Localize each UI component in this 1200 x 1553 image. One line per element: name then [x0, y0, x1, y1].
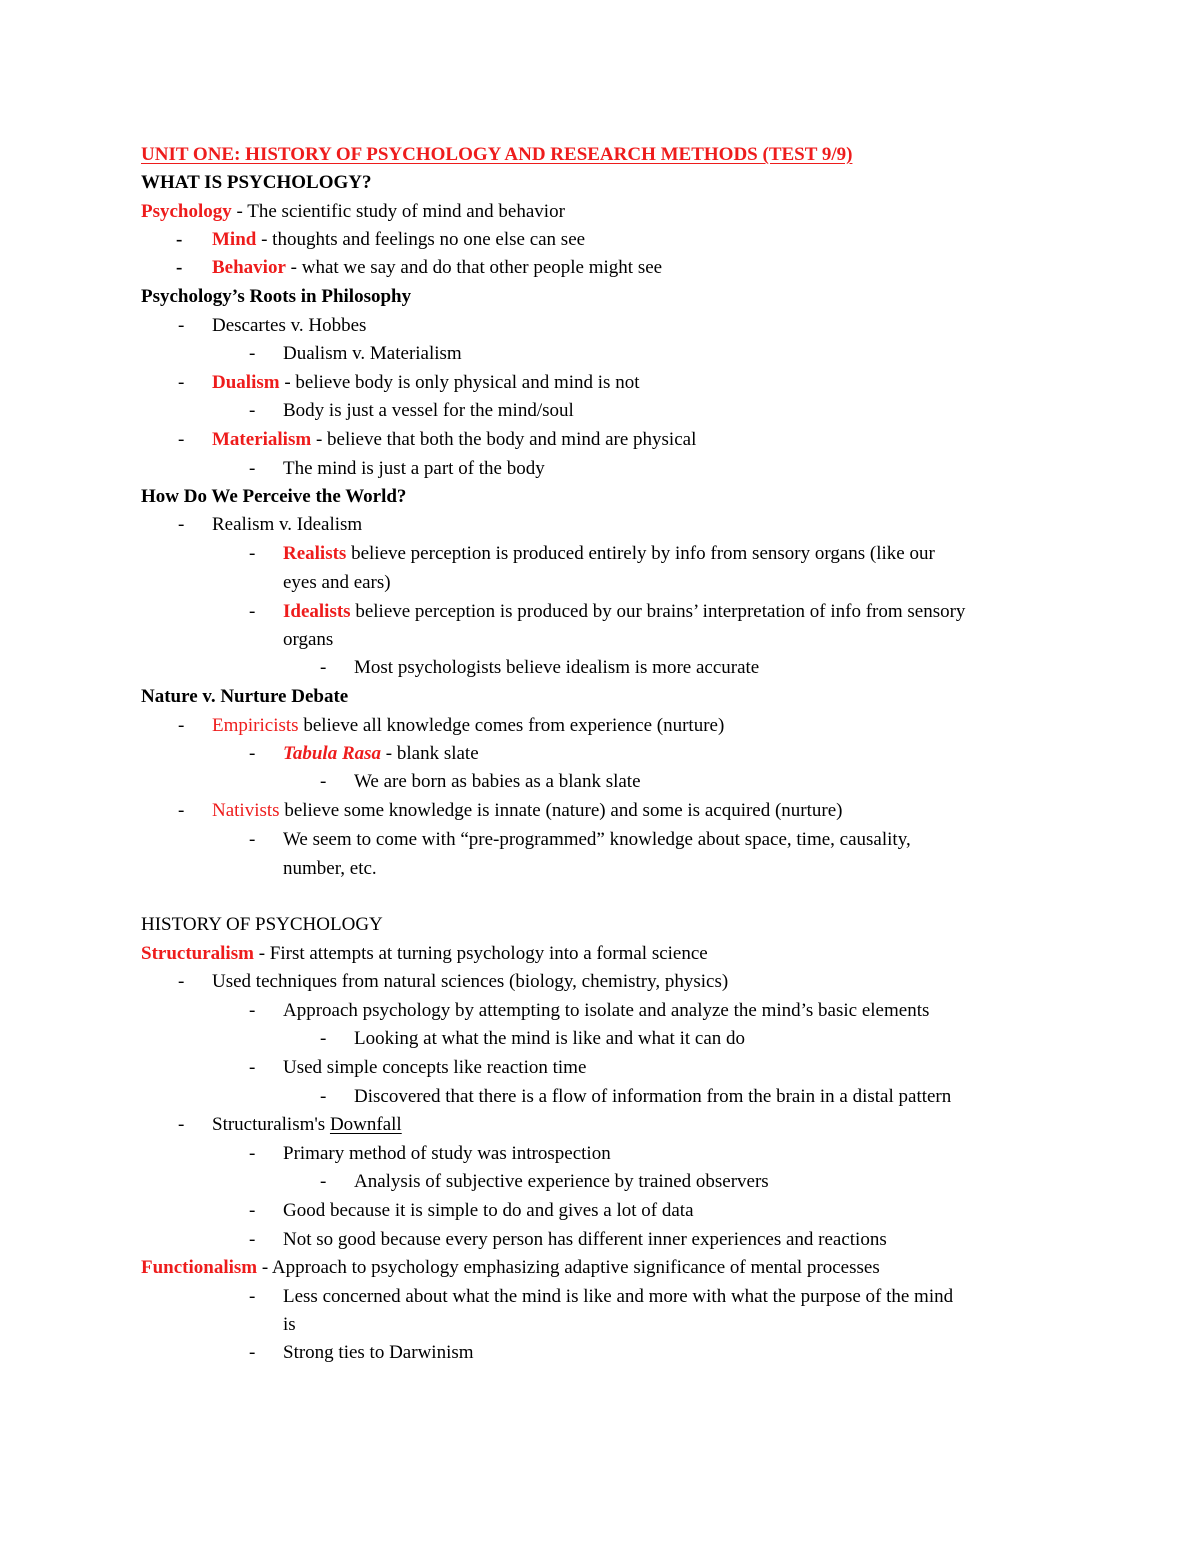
list-item-continuation: eyes and ears) [283, 572, 391, 593]
term-nativists: Nativists [212, 800, 280, 821]
def-empiricists: believe all knowledge comes from experience (nurture) [298, 715, 725, 736]
bullet-dash: - [320, 1028, 327, 1049]
list-item: Analysis of subjective experience by trained observers [354, 1171, 769, 1192]
list-item: Not so good because every person has different inner experiences and reactions [283, 1229, 887, 1250]
term-mind: Mind [212, 229, 257, 250]
definition-psychology [141, 200, 565, 224]
list-item-downfall [212, 1113, 402, 1137]
list-item: Used techniques from natural sciences (biology, chemistry, physics) [212, 971, 729, 992]
definition-behavior [212, 256, 662, 280]
bullet-dash: - [249, 1286, 256, 1307]
bullet-dash: - [249, 1057, 256, 1078]
term-realists: Realists [283, 543, 347, 564]
bullet-dash: - [178, 372, 185, 393]
def-dualism: - believe body is only physical and mind is not [279, 372, 640, 393]
definition-tabula-rasa [283, 742, 479, 766]
bullet-dash: - [249, 601, 256, 622]
term-functionalism: Functionalism [141, 1257, 258, 1278]
def-mind: - thoughts and feelings no one else can see [256, 229, 586, 250]
bullet-dash: - [249, 743, 256, 764]
def-materialism: - believe that both the body and mind are physical [311, 429, 697, 450]
term-tabula-rasa: Tabula Rasa [283, 743, 382, 764]
definition-functionalism [141, 1256, 880, 1280]
def-tabula-rasa: - blank slate [381, 743, 479, 764]
bullet-dash: - [320, 1171, 327, 1192]
list-item: Realism v. Idealism [212, 514, 363, 535]
list-item: We seem to come with “pre-programmed” knowledge about space, time, causality, [283, 829, 911, 850]
downfall-prefix: Structuralism's [212, 1114, 330, 1135]
heading-history-of-psychology: HISTORY OF PSYCHOLOGY [141, 914, 383, 935]
bullet-dash: - [249, 343, 256, 364]
bullet-dash: - [320, 771, 327, 792]
def-idealists: believe perception is produced by our brains’ interpretation of info from sensory [350, 601, 966, 622]
def-nativists: believe some knowledge is innate (nature) and some is acquired (nurture) [279, 800, 843, 821]
heading-roots-in-philosophy: Psychology’s Roots in Philosophy [141, 286, 412, 307]
bullet-dash: - [176, 229, 183, 250]
list-item: Approach psychology by attempting to isolate and analyze the mind’s basic elements [283, 1000, 930, 1021]
def-behavior: - what we say and do that other people might see [285, 257, 663, 278]
list-item: Less concerned about what the mind is like and more with what the purpose of the mind [283, 1286, 954, 1307]
bullet-dash: - [320, 657, 327, 678]
bullet-dash: - [249, 1200, 256, 1221]
def-structuralism: - First attempts at turning psychology into a formal science [253, 943, 708, 964]
definition-materialism [212, 428, 696, 452]
bullet-dash: - [178, 315, 185, 336]
term-idealists: Idealists [283, 601, 351, 622]
list-item-continuation: is [283, 1314, 296, 1335]
term-structuralism: Structuralism [141, 943, 254, 964]
list-item: Looking at what the mind is like and what it can do [354, 1028, 746, 1049]
term-empiricists: Empiricists [212, 715, 299, 736]
list-item-continuation: number, etc. [283, 858, 377, 879]
list-item: Body is just a vessel for the mind/soul [283, 400, 574, 421]
term-dualism: Dualism [212, 372, 280, 393]
list-item: Most psychologists believe idealism is more accurate [354, 657, 760, 678]
heading-what-is-psychology: WHAT IS PSYCHOLOGY? [141, 172, 372, 193]
document-title: UNIT ONE: HISTORY OF PSYCHOLOGY AND RESEARCH METHODS (TEST 9/9) [141, 144, 853, 165]
bullet-dash: - [249, 1143, 256, 1164]
definition-mind [212, 228, 585, 252]
bullet-dash: - [178, 715, 185, 736]
list-item: Discovered that there is a flow of information from the brain in a distal pattern [354, 1086, 952, 1107]
bullet-dash: - [178, 514, 185, 535]
def-functionalism: - Approach to psychology emphasizing adaptive significance of mental processes [257, 1257, 880, 1278]
definition-nativists [212, 799, 843, 823]
bullet-dash: - [249, 1342, 256, 1363]
downfall-word: Downfall [329, 1114, 402, 1135]
list-item: Good because it is simple to do and gives a lot of data [283, 1200, 694, 1221]
term-behavior: Behavior [212, 257, 286, 278]
definition-idealists [283, 600, 965, 624]
list-item: Dualism v. Materialism [283, 343, 462, 364]
bullet-dash: - [249, 458, 256, 479]
list-item: Primary method of study was introspection [283, 1143, 611, 1164]
bullet-dash: - [178, 429, 185, 450]
heading-how-do-we-perceive: How Do We Perceive the World? [141, 486, 407, 507]
bullet-dash: - [249, 829, 256, 850]
bullet-dash: - [249, 1000, 256, 1021]
list-item: The mind is just a part of the body [283, 458, 545, 479]
heading-nature-v-nurture: Nature v. Nurture Debate [141, 686, 349, 707]
definition-empiricists [212, 714, 724, 738]
definition-structuralism [141, 942, 708, 966]
bullet-dash: - [249, 400, 256, 421]
bullet-dash: - [249, 543, 256, 564]
definition-realists [283, 542, 935, 566]
list-item-continuation: organs [283, 629, 334, 650]
term-psychology: Psychology [141, 201, 232, 222]
list-item: We are born as babies as a blank slate [354, 771, 641, 792]
bullet-dash: - [249, 1229, 256, 1250]
definition-dualism [212, 371, 639, 395]
bullet-dash: - [320, 1086, 327, 1107]
bullet-dash: - [178, 971, 185, 992]
bullet-dash: - [178, 1114, 185, 1135]
def-psychology: - The scientific study of mind and behavior [231, 201, 565, 222]
def-realists: believe perception is produced entirely by info from sensory organs (like our [346, 543, 935, 564]
bullet-dash: - [176, 257, 183, 278]
bullet-dash: - [178, 800, 185, 821]
list-item: Descartes v. Hobbes [212, 315, 367, 336]
list-item: Strong ties to Darwinism [283, 1342, 474, 1363]
term-materialism: Materialism [212, 429, 312, 450]
list-item: Used simple concepts like reaction time [283, 1057, 587, 1078]
